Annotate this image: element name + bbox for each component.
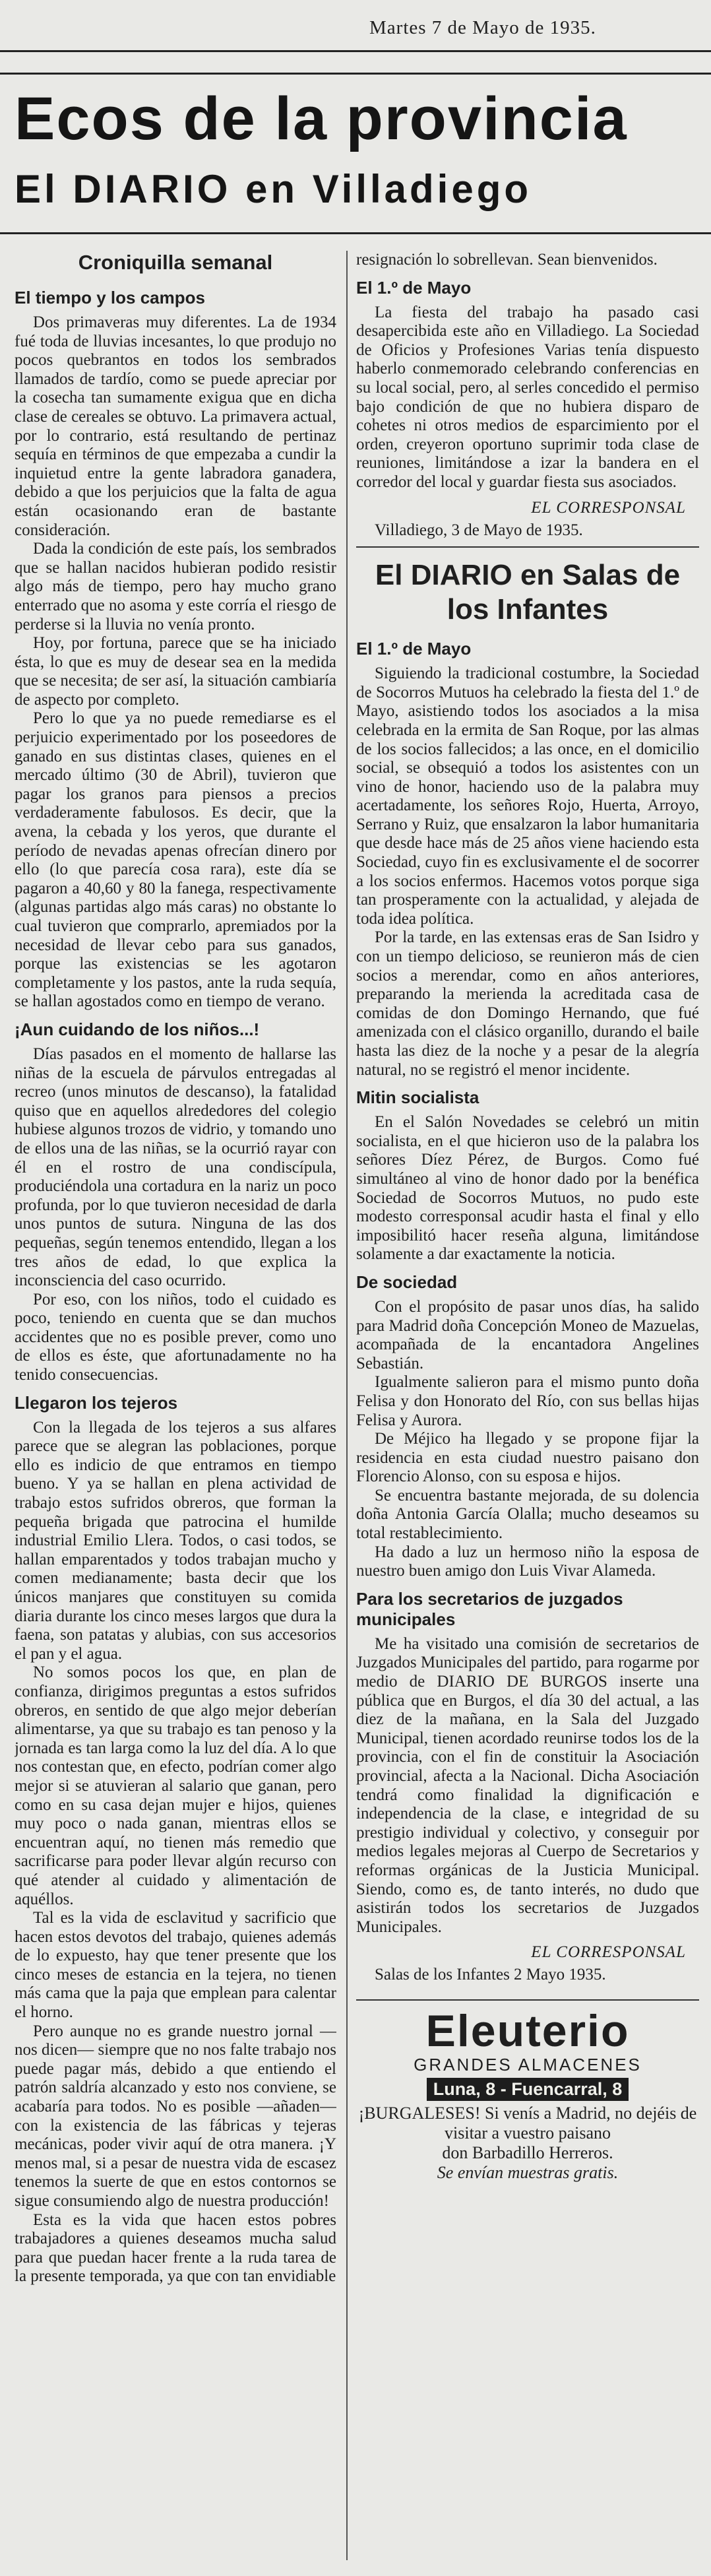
paragraph: La fiesta del trabajo ha pasado casi desapercibida este año en Villadiego. La Sociedad de Oficios y Profesiones Varias tenía dispuesto haberlo conmemorado celebrando conferencias en su local social, pero, al serles concedido el permiso bajo condición de que no hubiera disparo de cohetes ni otros medios de esparcimiento por el orden, creyeron oportuno suprimir toda clase de reuniones, limitándose a izar la bandera en el corredor del local y guardar fiesta sus asociados. xyxy=(356,303,699,491)
paragraph: Esta es la vida que hacen estos pobres trabajadores a quienes deseamos mucha salud para que puedan hacer frente a la ruda tarea de la presente temporada, ya que con tan envidiable xyxy=(15,2210,336,2286)
divider xyxy=(356,546,699,548)
paragraph: De Méjico ha llegado y se propone fijar la residencia en esta ciudad nuestro paisano don Florencio Alonso, con su esposa e hijos. xyxy=(356,1430,699,1486)
masthead-rule-bottom xyxy=(0,232,711,234)
section-heading: Mitin socialista xyxy=(356,1087,479,1108)
paragraph: En el Salón Novedades se celebró un mitin socialista, en el que hicieron uso de la palabra los señores Díez Pérez, de Burgos. Como fué simultáneo al vino de honor dado por la benéfica Sociedad de Socorros Mutuos, no pudo este modesto corresponsal acudir hasta el final y ello imposibilitó hacer reseña alguna, limitándose solamente a dar exactamente la noticia. xyxy=(356,1113,699,1264)
column-kicker: Croniquilla semanal xyxy=(78,251,273,274)
section-heading: Para los secretarios de juzgados municipales xyxy=(356,1588,623,1629)
column-divider xyxy=(346,251,348,2560)
section-heading: De sociedad xyxy=(356,1272,458,1292)
masthead-title: Ecos de la provincia xyxy=(15,85,628,152)
paragraph: Por eso, con los niños, todo el cuidado es poco, teniendo en cuenta que se dan muchos accidentes que no es posible prever, como uno de ellos es éste, que afortunadamente no ha tenido consecuencias. xyxy=(15,1290,336,1384)
paragraph: Con la llegada de los tejeros a sus alfares parece que se alegran las poblaciones, porque ello es indicio de que entramos en tiempo bueno. Y ya se hallan en plena actividad de trabajo estos sufridos obreros, que forman la pequeña brigada que patrocina el humilde industrial Emilio Llera. Todos, o casi todos, se hallan emparentados y todos trabajan mucho y comen medianamente; basta decir que los únicos manjares que constituyen su comida diaria durante los cinco meses largos que dura la faena, son patatas y alubias, con sus accesorios el pan y el agua. xyxy=(15,1418,336,1663)
masthead-subtitle: El DIARIO en Villadiego xyxy=(15,167,532,211)
place-dateline: Villadiego, 3 de Mayo de 1935. xyxy=(375,521,583,539)
right-column xyxy=(356,251,699,2560)
paragraph: Pero aunque no es grande nuestro jornal —nos dicen— siempre que no nos falte trabajo nos puede pagar más, debido a que entiendo el patrón saldría alcanzado y esto nos conviene, se acabaría para todos. No es posible —añaden— con la existencia de las fábricas y tejeras mecánicas, poder vivir aquí de otra manera. ¡Y menos mal, si a pesar de nuestra vida de escasez tenemos la suerte de que en estos contornos se sigue consumiendo algo de nuestra producción! xyxy=(15,2022,336,2210)
paragraph: No somos pocos los que, en plan de confianza, dirigimos preguntas a estos sufridos obreros, en sentido de que algo mejor deberían alimentarse, ya que su trabajo es tan penoso y la jornada es tan larga como la luz del día. A lo que nos contestan que, en efecto, podrían comer algo mejor si se atuvieran al salario que ganan, pero como en su casa dejan mujer e hijos, quienes muy poco o nada ganan, mientras ellos se encuentran aquí, no tienen más remedio que sacrificarse para poder llevar algún recurso con qué atender al cuidado y alimentación de aquéllos. xyxy=(15,1663,336,1908)
section-title: El DIARIO en Salas de los Infantes xyxy=(375,559,681,626)
ad-line: ¡BURGALESES! Si venís a Madrid, no dejéis de visitar a vuestro paisano xyxy=(358,2103,697,2142)
ad-subtitle: GRANDES ALMACENES xyxy=(414,2054,642,2075)
masthead-rule-top xyxy=(0,73,711,75)
paragraph: Pero lo que ya no puede remediarse es el perjuicio experimentado por los poseedores de ganado en sus distintas clases, quienes en el mercado último (30 de Abril), tuvieron que pagar los granos para piensos a precios verdaderamente fabulosos. Es decir, que la avena, la cebada y los yeros, que durante el período de nevadas apenas ofrecían dinero por ello (lo que parecía cosa rara), este día se pagaron a 40,60 y 80 la fanega, respectivamente (algunas partidas algo más caras) no obstante lo cual tuvieron que comprarlo, apremiados por la necesidad de llevar cebo para sus ganados, porque las existencias se les agotaron completamente y los pastos, ante la ruda sequía, se hallan agostados como en tiempo de verano. xyxy=(15,709,336,1011)
ad-line: don Barbadillo Herreros. xyxy=(442,2142,613,2162)
paragraph: Tal es la vida de esclavitud y sacrificio que hacen estos devotos del trabajo, quienes además de lo expuesto, hay que tener presente que los cinco meses de estancia en la tejera, no tienen más cama que la paja que emplean para calentar el horno. xyxy=(15,1909,336,2022)
paragraph: Con el propósito de pasar unos días, ha salido para Madrid doña Concepción Moneo de Mazuelas, acompañada de la encantadora Angelines Sebastián. xyxy=(356,1297,699,1372)
paragraph: Dada la condición de este país, los sembrados que se hallan nacidos hubieran podido resistir algo más de tiempo, pero hay mucho grano enterrado que no asoma y este corría el riesgo de perderse si la lluvia no venía pronto. xyxy=(15,540,336,633)
paragraph: Ha dado a luz un hermoso niño la esposa de nuestro buen amigo don Luis Vivar Alameda. xyxy=(356,1543,699,1580)
paragraph: Por la tarde, en las extensas eras de San Isidro y con un tiempo delicioso, se reunieron más de cien socios a merendar, como en años anteriores, preparando la merienda la acreditada casa de comidas de don Domingo Hernando, que fué amenizada con el clásico organillo, durando el baile hasta las diez de la noche y a pesar de la alegría natural, no se registró el menor incidente. xyxy=(356,928,699,1079)
dateline: Martes 7 de Mayo de 1935. xyxy=(369,17,596,38)
correspondent-signature: EL CORRESPONSAL xyxy=(531,1943,686,1962)
ad-brand: Eleuterio xyxy=(425,2005,630,2056)
paragraph: Igualmente salieron para el mismo punto doña Felisa y don Honorato del Río, con sus bellas hijas Felisa y Aurora. xyxy=(356,1373,699,1429)
ad-rule xyxy=(356,1999,699,2001)
paragraph: Me ha visitado una comisión de secretarios de Juzgados Municipales del partido, para rogarme por medio de DIARIO DE BURGOS inserte una pública que en Burgos, el día 30 del actual, a las diez de la mañana, en la Sala del Juzgado Municipal, tienen acordado reunirse todos los de la provincia, con el fin de constituir la Asociación provincial, afecta a la Nacional. Dicha Asociación tendrá como finalidad la dignificación e independencia de la clase, e integridad de su prestigio individual y colectivo, y conseguir por medios legales mejoras al Cuerpo de Secretarios y reformas orgánicas de la Justicia Municipal. Siendo, como es, de tanto interés, no dudo que asistirán todos los secretarios de Juzgados Municipales. xyxy=(356,1634,699,1936)
paragraph: Dos primaveras muy diferentes. La de 1934 fué toda de lluvias incesantes, lo que produjo no pocos quebrantos en todos los sembrados llamados de tardío, como se puede apreciar por la cosecha tan sumamente exigua que en dicha clase de cereales se obtuvo. La primavera actual, por lo contrario, está resultando de pertinaz sequía en términos de que empezaba a cundir la inquietud entre la gente labradora ganadera, debido a que los perjuicios que la falta de agua están ocasionando eran de bastante consideración. xyxy=(15,313,336,539)
paragraph: Días pasados en el momento de hallarse las niñas de la escuela de párvulos entregadas al recreo (unos minutos de descanso), la fatalidad quiso que en aquellos alrededores del colegio hubiese algunos trozos de vidrio, y tomando uno de ellos una de las niñas, se la ocurrió rayar con él en el rostro de una condiscípula, produciéndola una cortadura en la nariz un poco profunda, por lo que tuvieron necesidad de darla unos puntos de sutura. Ninguna de las dos pequeñas, según tenemos entendido, llegan a los tres años de edad, lo que explica la inconsciencia del caso ocurrido. xyxy=(15,1045,336,1290)
advertisement xyxy=(356,1999,699,2183)
place-dateline: Salas de los Infantes 2 Mayo 1935. xyxy=(375,1966,606,1984)
paragraph: Se encuentra bastante mejorada, de su dolencia doña Antonia García Olalla; mucho deseamos su total restablecimiento. xyxy=(356,1486,699,1543)
ad-line: Se envían muestras gratis. xyxy=(437,2162,619,2182)
section-heading: El 1.º de Mayo xyxy=(356,277,472,298)
section-heading: Llegaron los tejeros xyxy=(15,1392,178,1413)
top-rule xyxy=(0,50,711,52)
section-heading: El tiempo y los campos xyxy=(15,288,205,307)
ad-address: Luna, 8 - Fuencarral, 8 xyxy=(427,2078,629,2101)
section-heading: El 1.º de Mayo xyxy=(356,639,472,659)
continuation-text: resignación lo sobrellevan. Sean bienvenidos. xyxy=(356,251,658,269)
section-heading: ¡Aun cuidando de los niños...! xyxy=(15,1019,260,1039)
correspondent-signature: EL CORRESPONSAL xyxy=(531,498,686,517)
paragraph: Siguiendo la tradicional costumbre, la Sociedad de Socorros Mutuos ha celebrado la fiesta del 1.º de Mayo, asistiendo todos los asociados a la misa celebrada en la ermita de San Roque, por las almas de los socios fallecidos; a las once, en el domicilio social, se obsequió a todos los asistentes con un vino de honor, haciendo uso de la palabra muy acertadamente, los señores Rojo, Huerta, Arroyo, Serrano y Ruiz, que ensalzaron la labor humanitaria que desde hace más de 25 años viene haciendo esta Sociedad, cuyo fin es exclusivamente el de socorrer a los socios enfermos. Hacemos votos porque siga tan prosperamente con la actualidad, y alejada de toda idea política. xyxy=(356,664,699,928)
left-column xyxy=(15,251,336,2560)
paragraph: Hoy, por fortuna, parece que se ha iniciado ésta, lo que es muy de desear sea en la medida que se necesita; de ser así, la situación cambiaría de aspecto por completo. xyxy=(15,634,336,709)
